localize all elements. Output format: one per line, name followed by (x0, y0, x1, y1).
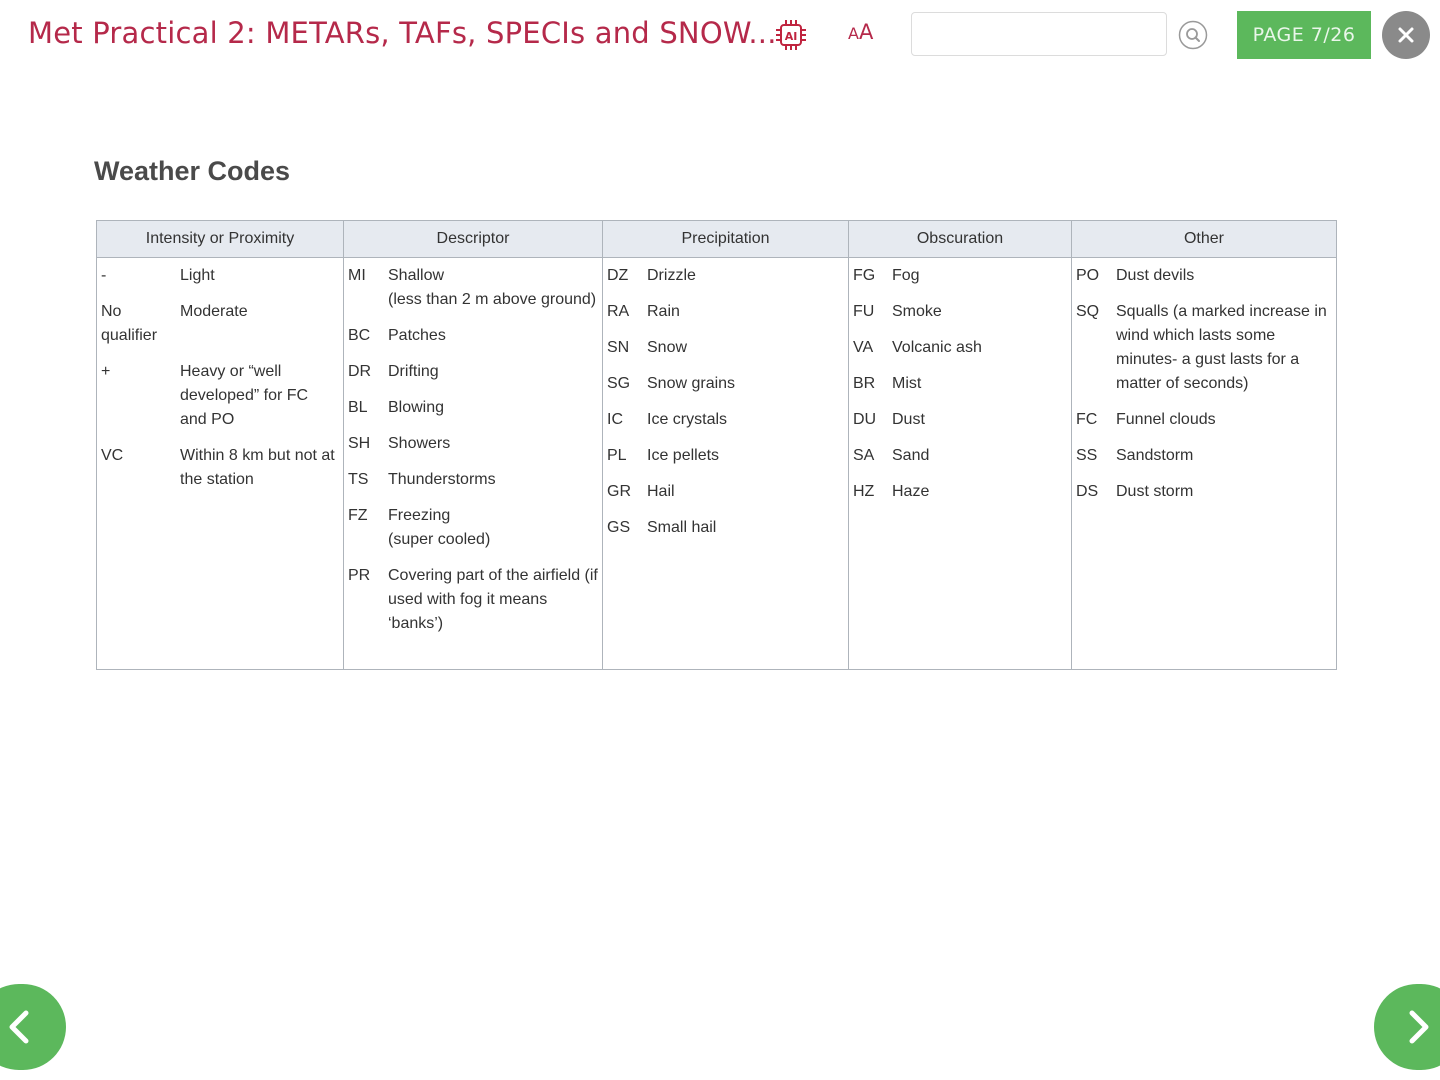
code-label: BC (348, 327, 371, 344)
obscuration-entry (853, 372, 1067, 396)
descriptor-entry (348, 564, 598, 636)
code-label: FZ (348, 507, 368, 524)
obscuration-entry (853, 480, 1067, 504)
code-description: Dust devils (1116, 267, 1195, 284)
code-label: GS (607, 519, 631, 536)
section-heading: Weather Codes (94, 156, 291, 186)
code-label: DS (1076, 483, 1099, 500)
code-label: HZ (853, 483, 875, 500)
descriptor-entry (348, 396, 598, 420)
code-description: Funnel clouds (1116, 411, 1216, 428)
code-label: DZ (607, 267, 629, 284)
page-indicator-button[interactable]: PAGE 7/26 (1237, 11, 1371, 59)
weather-codes-table (96, 220, 1337, 670)
precipitation-entry (607, 408, 844, 432)
next-page-button[interactable] (1374, 984, 1440, 1070)
code-description: Shallow (less than 2 m above ground) (388, 267, 597, 308)
table-header-row (97, 221, 1337, 258)
search-icon[interactable] (1178, 20, 1208, 50)
intensity-cell (97, 258, 344, 670)
code-description: Within 8 km but not at the station (180, 447, 335, 488)
code-label: + (101, 363, 111, 380)
code-description: Patches (388, 327, 446, 344)
search-input[interactable] (911, 12, 1167, 56)
code-description: Rain (647, 303, 680, 320)
close-icon (1397, 26, 1415, 44)
code-label: TS (348, 471, 369, 488)
precipitation-entry (607, 480, 844, 504)
descriptor-cell (344, 258, 603, 670)
descriptor-entry (348, 468, 598, 492)
code-description: Ice pellets (647, 447, 720, 464)
code-description: Ice crystals (647, 411, 728, 428)
document-title: Met Practical 2: METARs, TAFs, SPECIs and SNOW... (28, 16, 777, 50)
intensity-entry (101, 264, 339, 288)
code-description: Blowing (388, 399, 445, 416)
code-label: BR (853, 375, 876, 392)
obscuration-entry (853, 444, 1067, 468)
intensity-entry (101, 300, 339, 348)
obscuration-entry (853, 408, 1067, 432)
code-description: Dust (892, 411, 925, 428)
descriptor-entry (348, 324, 598, 348)
other-entry (1076, 444, 1332, 468)
code-label: SN (607, 339, 630, 356)
code-label: SS (1076, 447, 1098, 464)
code-label: DR (348, 363, 372, 380)
ai-chip-icon[interactable] (774, 18, 808, 52)
code-label: IC (607, 411, 623, 428)
code-description: Hail (647, 483, 675, 500)
code-label: FG (853, 267, 876, 284)
code-description: Smoke (892, 303, 942, 320)
obscuration-entry (853, 264, 1067, 288)
code-description: Freezing (super cooled) (388, 507, 491, 548)
font-size-button[interactable] (848, 20, 884, 52)
code-label: RA (607, 303, 630, 320)
precipitation-cell (603, 258, 849, 670)
code-label: SA (853, 447, 875, 464)
svg-text:AI: AI (784, 30, 798, 43)
intensity-entry (101, 360, 339, 432)
code-label: MI (348, 267, 366, 284)
code-label: - (101, 267, 107, 284)
precipitation-entry (607, 516, 844, 540)
descriptor-entry (348, 504, 598, 552)
code-description: Showers (388, 435, 451, 452)
code-description: Dust storm (1116, 483, 1194, 500)
other-entry (1076, 408, 1332, 432)
other-entry (1076, 264, 1332, 288)
previous-page-button[interactable] (0, 984, 66, 1070)
precipitation-entry (607, 300, 844, 324)
code-label: SQ (1076, 303, 1100, 320)
chevron-left-icon (6, 1009, 32, 1045)
code-description: Light (180, 267, 215, 284)
code-description: Volcanic ash (892, 339, 982, 356)
code-label: FU (853, 303, 875, 320)
code-description: Heavy or “well developed” for FC and PO (180, 363, 309, 428)
code-description: Drizzle (647, 267, 696, 284)
code-label: VA (853, 339, 874, 356)
close-button[interactable] (1382, 11, 1430, 59)
column-header-descriptor: Descriptor (344, 221, 603, 258)
code-description: Covering part of the airfield (if used with fog it means ‘banks’) (388, 567, 598, 632)
code-description: Squalls (a marked increase in wind which lasts some minutes- a gust lasts for a matter of seconds) (1116, 303, 1327, 392)
column-header-precipitation: Precipitation (603, 221, 849, 258)
code-label: BL (348, 399, 368, 416)
code-description: Moderate (180, 303, 248, 320)
code-label: GR (607, 483, 631, 500)
code-description: Snow (647, 339, 688, 356)
obscuration-cell (849, 258, 1072, 670)
other-entry (1076, 480, 1332, 504)
code-description: Fog (892, 267, 920, 284)
font-size-big-label: A (858, 20, 874, 44)
column-header-intensity: Intensity or Proximity (97, 221, 344, 258)
code-description: Sand (892, 447, 930, 464)
code-description: Snow grains (647, 375, 736, 392)
code-label: SG (607, 375, 631, 392)
chevron-right-icon (1406, 1009, 1432, 1045)
code-label: FC (1076, 411, 1098, 428)
code-label: SH (348, 435, 371, 452)
code-description: Drifting (388, 363, 439, 380)
obscuration-entry (853, 336, 1067, 360)
code-description: Mist (892, 375, 922, 392)
code-label: PO (1076, 267, 1100, 284)
code-label: VC (101, 447, 124, 464)
intensity-entry (101, 444, 339, 492)
code-label: No qualifier (101, 303, 158, 344)
precipitation-entry (607, 336, 844, 360)
obscuration-entry (853, 300, 1067, 324)
code-label: DU (853, 411, 877, 428)
precipitation-entry (607, 372, 844, 396)
column-header-obscuration: Obscuration (849, 221, 1072, 258)
code-description: Sandstorm (1116, 447, 1194, 464)
code-description: Small hail (647, 519, 717, 536)
descriptor-entry (348, 360, 598, 384)
descriptor-entry (348, 432, 598, 456)
code-description: Thunderstorms (388, 471, 496, 488)
column-header-other: Other (1072, 221, 1337, 258)
code-label: PL (607, 447, 627, 464)
descriptor-entry (348, 264, 598, 312)
code-label: PR (348, 567, 371, 584)
precipitation-entry (607, 264, 844, 288)
other-entry (1076, 300, 1332, 396)
table-body-row (97, 258, 1337, 670)
other-cell (1072, 258, 1337, 670)
code-description: Haze (892, 483, 930, 500)
font-size-small-label: A (848, 24, 859, 43)
precipitation-entry (607, 444, 844, 468)
